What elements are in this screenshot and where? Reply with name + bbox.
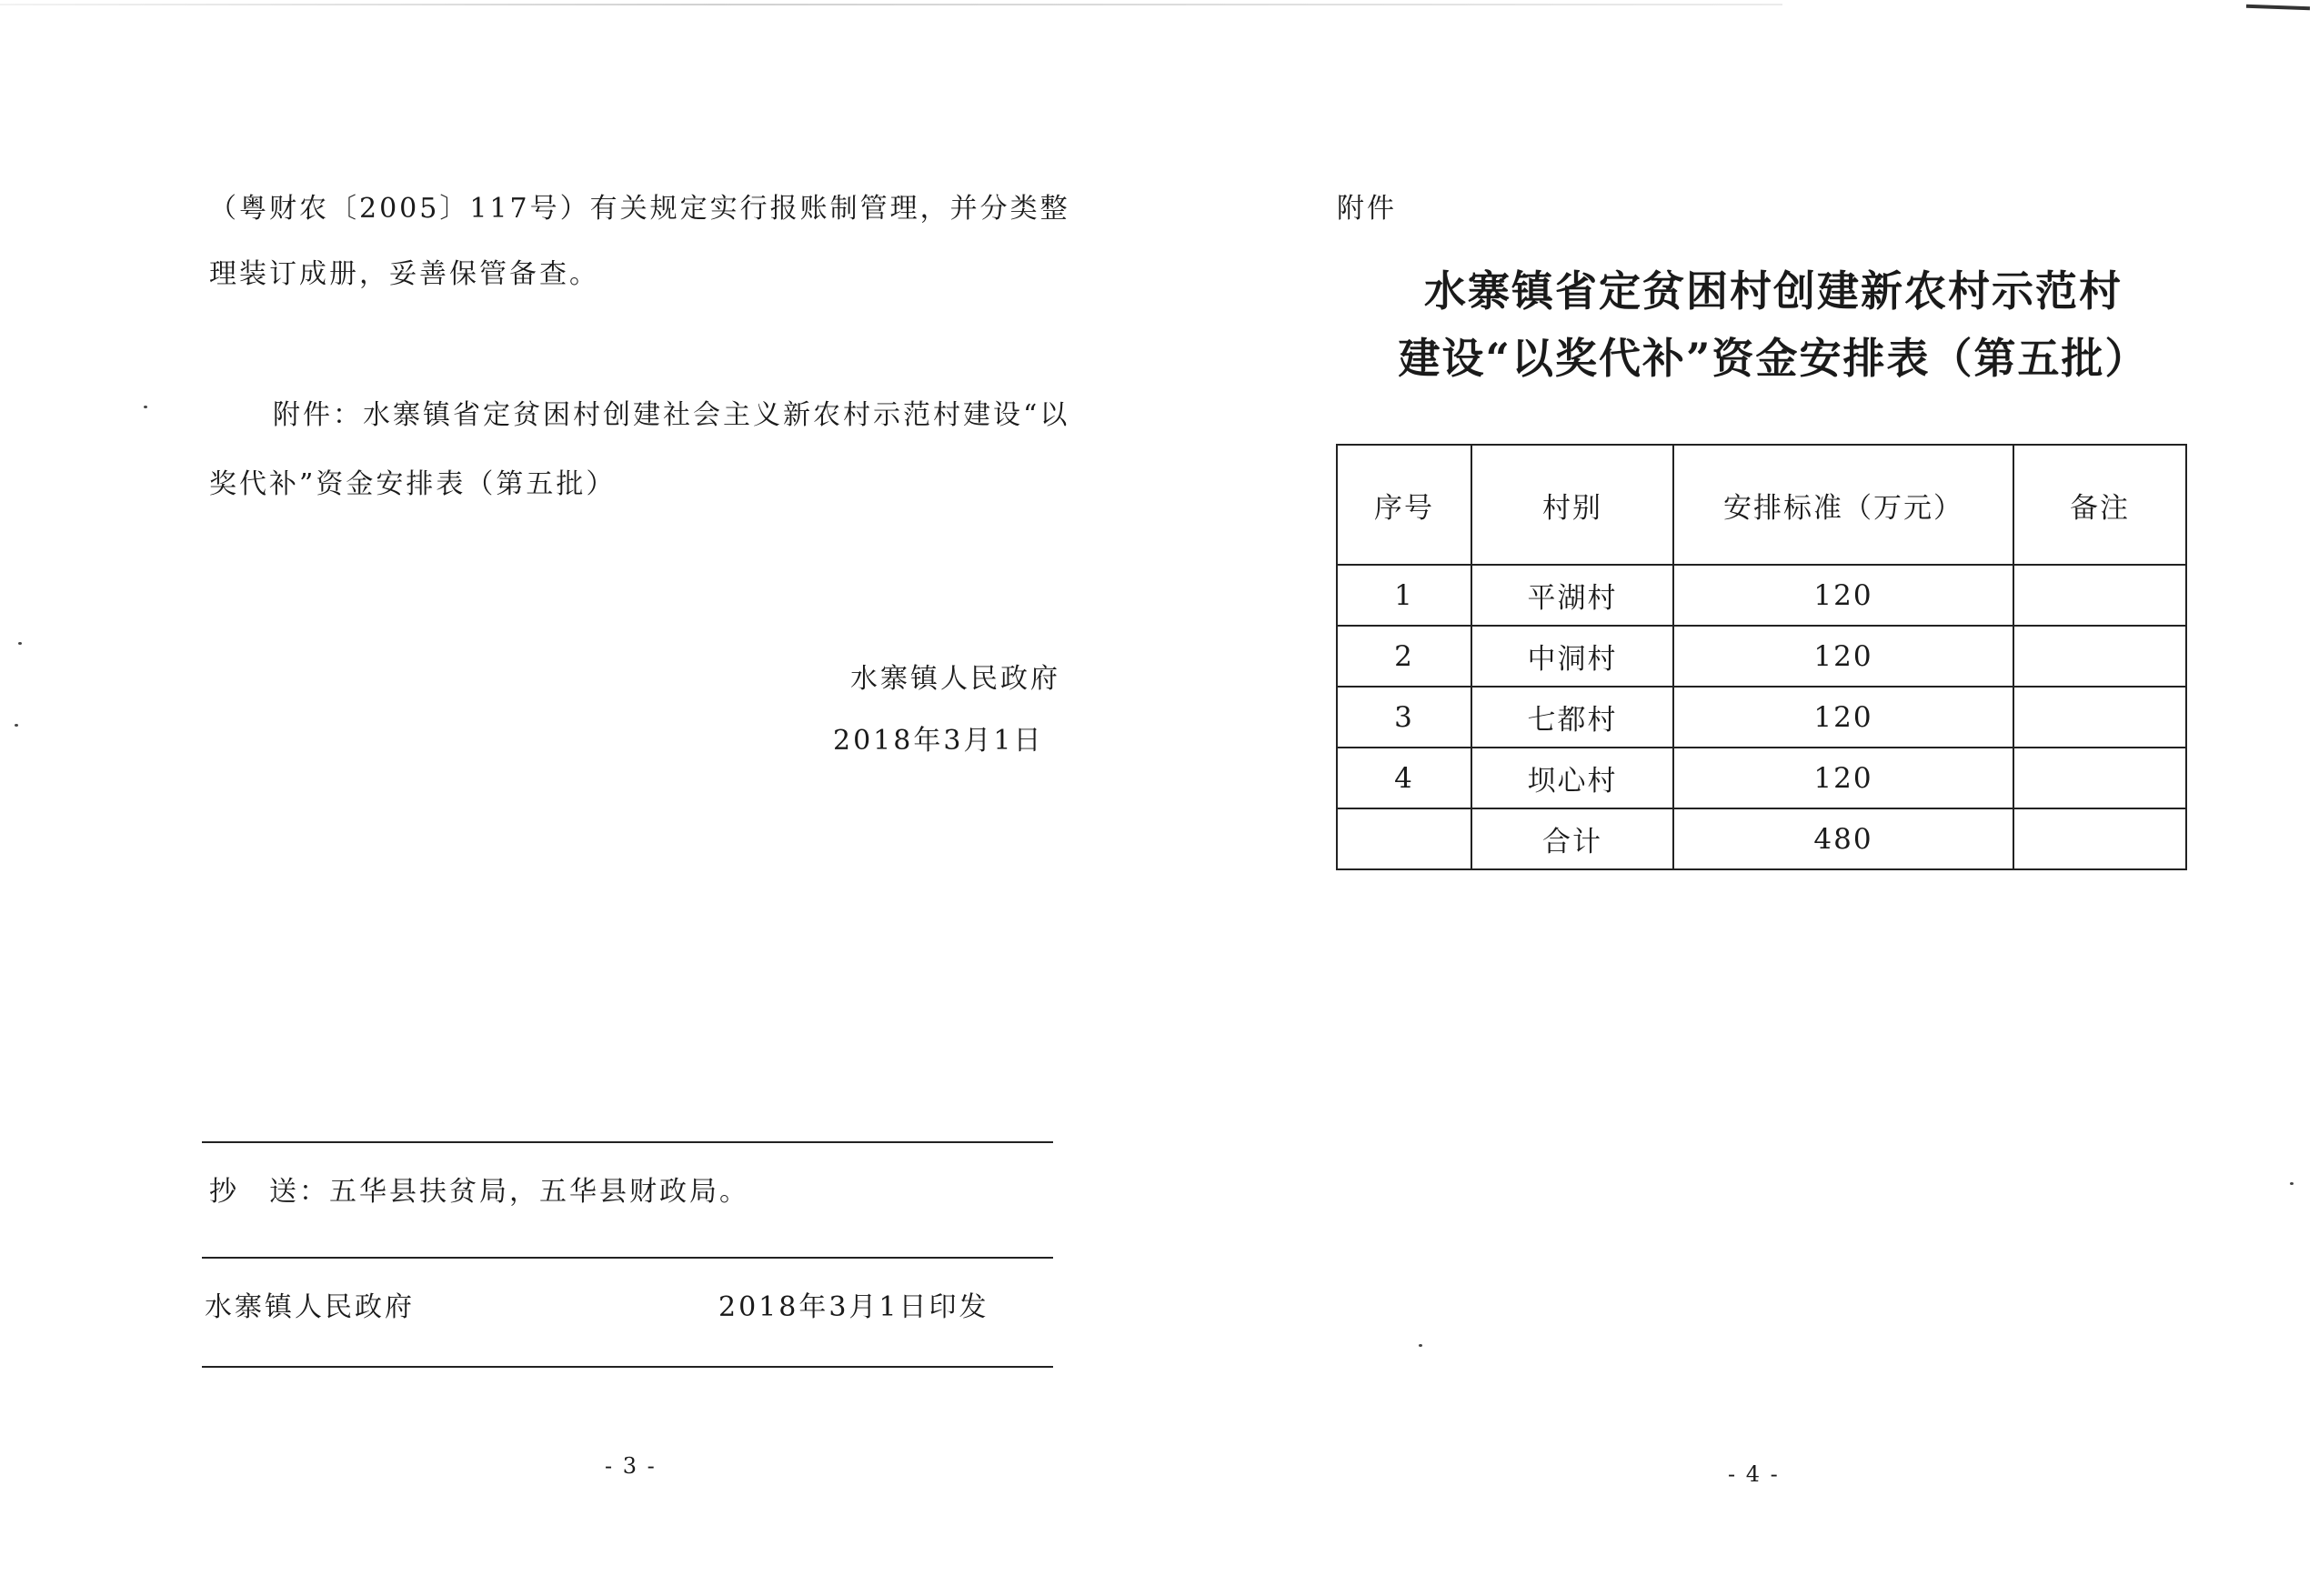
cell-seq: 2	[1337, 626, 1471, 687]
cell-note	[2013, 748, 2186, 808]
cc-recipients: 抄 送：五华县扶贫局，五华县财政局。	[209, 1176, 749, 1208]
document-title-line-1: 水寨镇省定贫困村创建新农村示范村	[1424, 266, 2123, 316]
table-header-row	[1337, 445, 2186, 565]
attachment-note-line-2: 奖代补”资金安排表（第五批）	[209, 468, 617, 500]
cell-seq: 4	[1337, 748, 1471, 808]
cell-amount: 120	[1673, 748, 2013, 808]
cell-village: 七都村	[1471, 687, 1673, 748]
scan-corner-mark	[2246, 5, 2310, 10]
cell-amount: 120	[1673, 687, 2013, 748]
cell-note	[2013, 687, 2186, 748]
issuer-signature: 水寨镇人民政府	[850, 663, 1060, 695]
header-amount: 安排标准（万元）	[1673, 445, 2013, 565]
cc-bottom-rule	[202, 1257, 1053, 1259]
cell-village: 平湖村	[1471, 565, 1673, 626]
cell-note	[2013, 626, 2186, 687]
cell-amount: 120	[1673, 565, 2013, 626]
total-note	[2013, 808, 2186, 869]
continuation-line-1: （粤财农〔2005〕117号）有关规定实行报账制管理，并分类整	[209, 193, 1070, 225]
issue-date: 2018年3月1日	[833, 725, 1044, 757]
scan-speck	[1419, 1344, 1422, 1347]
header-village: 村别	[1471, 445, 1673, 565]
cell-village: 中洞村	[1471, 626, 1673, 687]
total-amount: 480	[1673, 808, 2013, 869]
table-row	[1337, 565, 2186, 626]
scan-speck	[2290, 1182, 2294, 1185]
attachment-note-line-1: 附件：水寨镇省定贫困村创建社会主义新农村示范村建设“以	[273, 399, 1070, 431]
page-number: - 3 -	[605, 1453, 657, 1479]
table-row	[1337, 748, 2186, 808]
table-row	[1337, 626, 2186, 687]
cell-seq: 1	[1337, 565, 1471, 626]
cell-village: 坝心村	[1471, 748, 1673, 808]
table-row	[1337, 687, 2186, 748]
cell-seq: 3	[1337, 687, 1471, 748]
total-seq	[1337, 808, 1471, 869]
cell-note	[2013, 565, 2186, 626]
footer-bottom-rule	[202, 1366, 1053, 1368]
table-total-row	[1337, 808, 2186, 869]
attachment-label: 附件	[1337, 193, 1397, 225]
document-title-line-2: 建设“以奖代补”资金安排表（第五批）	[1398, 334, 2149, 383]
fund-allocation-table	[1336, 444, 2187, 870]
continuation-line-2: 理装订成册，妥善保管备查。	[209, 258, 599, 290]
page-number: - 4 -	[1728, 1461, 1780, 1487]
cc-top-rule	[202, 1141, 1053, 1143]
cell-amount: 120	[1673, 626, 2013, 687]
footer-print-date: 2018年3月1日印发	[718, 1291, 989, 1323]
total-label: 合计	[1471, 808, 1673, 869]
header-note: 备注	[2013, 445, 2186, 565]
header-seq: 序号	[1337, 445, 1471, 565]
footer-issuer: 水寨镇人民政府	[205, 1291, 415, 1323]
